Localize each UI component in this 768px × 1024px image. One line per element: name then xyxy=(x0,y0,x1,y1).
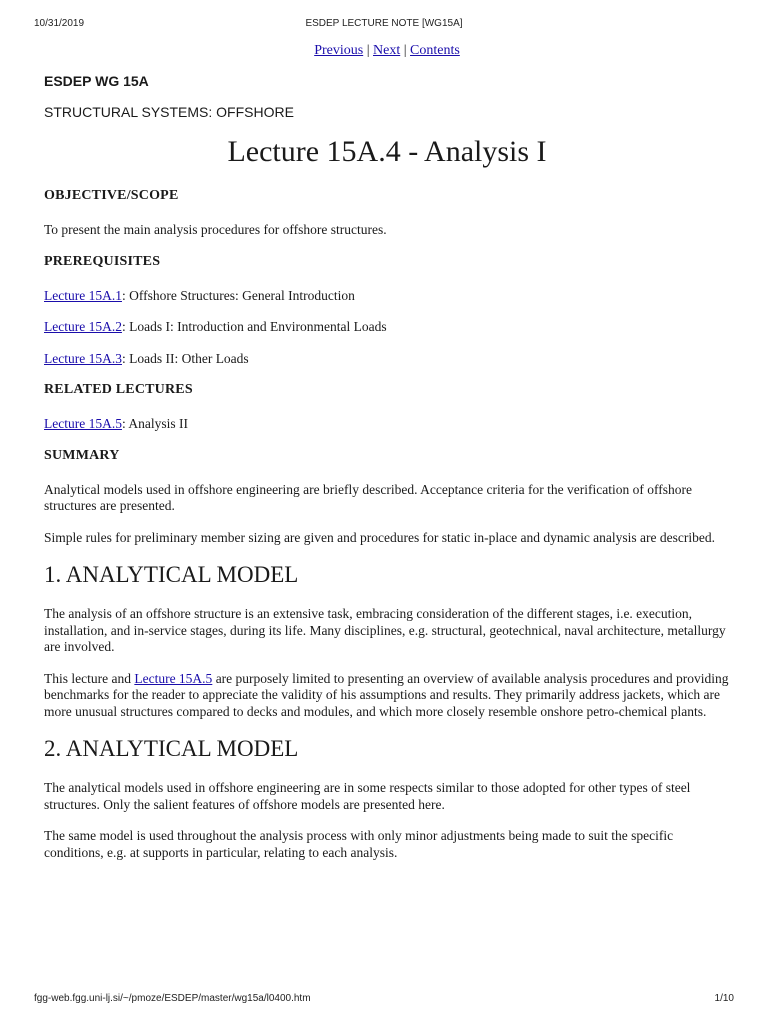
related-link[interactable]: Lecture 15A.5 xyxy=(44,416,122,431)
prerequisite-link[interactable]: Lecture 15A.2 xyxy=(44,319,122,334)
prerequisite-text: : Loads II: Other Loads xyxy=(121,350,249,366)
section-heading: 1. ANALYTICAL MODEL xyxy=(44,562,299,587)
prerequisite-item xyxy=(44,351,730,368)
section-heading: 2. ANALYTICAL MODEL xyxy=(44,736,299,761)
previous-link[interactable]: Previous xyxy=(314,43,364,58)
prerequisite-text: : Offshore Structures: General Introduction xyxy=(121,287,355,303)
prerequisite-link[interactable]: Lecture 15A.1 xyxy=(44,287,122,303)
lecture-title: Lecture 15A.4 - Analysis I xyxy=(227,135,547,168)
section-paragraph: The analytical models used in offshore engineering are in some respects similar to those adopted for other types of steel structures. Only the salient features of offshore models are presented here. xyxy=(44,780,691,812)
objective-text: To present the main analysis procedures for offshore structures. xyxy=(44,222,387,237)
system-label: STRUCTURAL SYSTEMS: OFFSHORE xyxy=(44,104,294,120)
top-navigation xyxy=(44,43,730,59)
page-number: 1/10 xyxy=(714,993,734,1004)
nav-separator: | xyxy=(403,43,407,58)
nav-separator: | xyxy=(366,43,370,58)
summary-heading: SUMMARY xyxy=(44,447,120,463)
paragraph-text: This lecture and xyxy=(44,670,135,686)
related-item xyxy=(44,416,730,433)
section-paragraph xyxy=(44,671,730,721)
prerequisite-link[interactable]: Lecture 15A.3 xyxy=(44,350,122,366)
summary-paragraph: Analytical models used in offshore engineering are briefly described. Acceptance criteria for the verification of offshore structures are presented. xyxy=(44,481,692,513)
print-date: 10/31/2019 xyxy=(34,18,85,29)
lecture-15a5-link[interactable]: Lecture 15A.5 xyxy=(134,670,213,686)
prerequisite-item xyxy=(44,288,730,305)
section-paragraph: The analysis of an offshore structure is an extensive task, embracing consideration of the different stages, i.e. execution, installation, and in-service stages, during its life. Many disciplines, e.g. structural, geotechnical, naval architecture, metallurgy are involved. xyxy=(44,606,726,654)
objective-heading: OBJECTIVE/SCOPE xyxy=(44,188,179,203)
print-title: ESDEP LECTURE NOTE [WG15A] xyxy=(305,18,463,29)
related-heading: RELATED LECTURES xyxy=(44,382,193,397)
prerequisites-heading: PREREQUISITES xyxy=(44,253,161,269)
next-link[interactable]: Next xyxy=(373,43,401,58)
paragraph-text: are purposely limited to presenting an overview of available analysis procedures and providing benchmarks for the reader to appreciate the validity of his assumptions and results. They primarily address jackets, which are more unusual structures compared to decks and modules, and which more closely resemble onshore petro-chemical plants. xyxy=(44,670,729,719)
summary-paragraph: Simple rules for preliminary member sizing are given and procedures for static in-place and dynamic analysis are described. xyxy=(44,529,716,545)
section-paragraph: The same model is used throughout the analysis process with only minor adjustments being made to suit the specific conditions, e.g. at supports in particular, relating to each analysis. xyxy=(44,828,674,860)
contents-link[interactable]: Contents xyxy=(410,43,460,58)
print-header xyxy=(0,18,768,32)
working-group-label: ESDEP WG 15A xyxy=(44,73,149,89)
document-body xyxy=(44,43,730,876)
prerequisite-item xyxy=(44,319,730,336)
prerequisite-text: : Loads I: Introduction and Environmental Loads xyxy=(121,319,387,334)
print-url: fgg-web.fgg.uni-lj.si/~/pmoze/ESDEP/master/wg15a/l0400.htm xyxy=(34,993,311,1004)
related-text: : Analysis II xyxy=(121,416,188,431)
